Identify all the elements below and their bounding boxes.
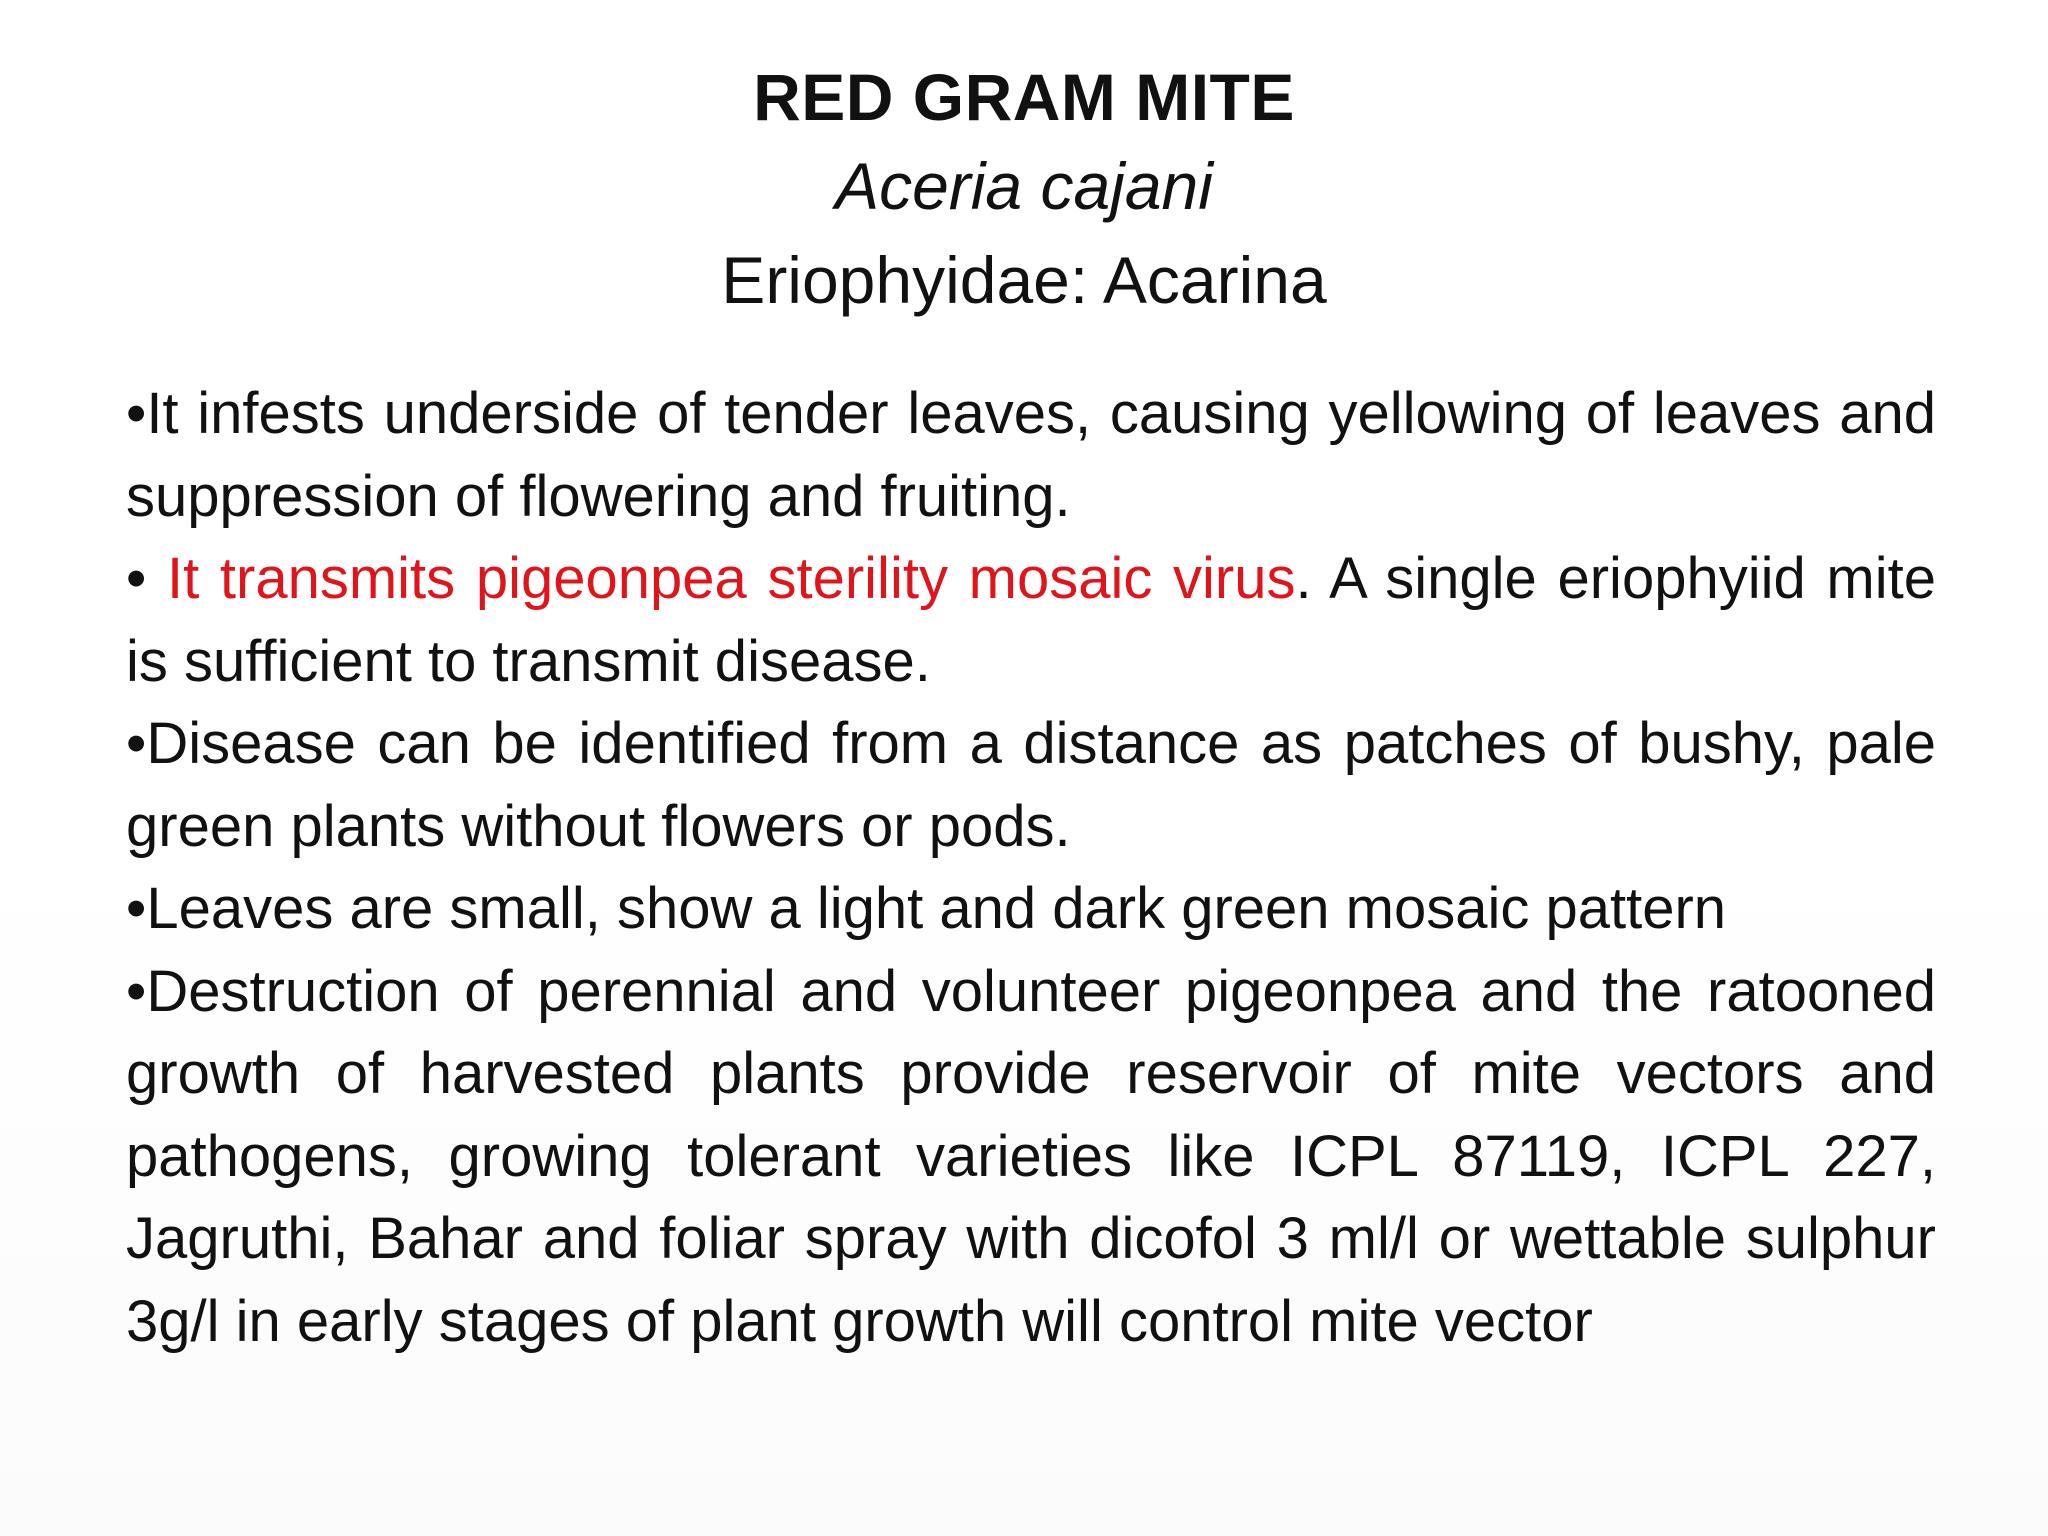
- taxonomy-line: Eriophyidae: Acarina: [721, 243, 1327, 317]
- bullet-item: [126, 538, 1936, 703]
- highlighted-text: It transmits pigeonpea sterility mosaic virus: [167, 546, 1296, 611]
- bullet-text: It infests underside of tender leaves, causing yellowing of leaves and suppression of flowering and fruiting.: [126, 381, 1936, 529]
- bullet-text: . A single eriophyiid mite is sufficient to transmit disease.: [126, 546, 1936, 694]
- bullet-marker: •: [126, 711, 147, 776]
- bullet-item: [126, 951, 1936, 1364]
- scientific-name: Aceria cajani: [835, 149, 1213, 223]
- bullet-text: Destruction of perennial and volunteer pigeonpea and the ratooned growth of harvested plants provide reservoir of mite vectors and pathogens, growing tolerant varieties like ICPL 87119, ICPL 227, Jagruthi, Bahar and foliar spray with dicofol 3 ml/l or wettable sulphur 3g/l in early stages of plant growth will control mite vector: [126, 958, 1936, 1354]
- bullet-marker: •: [126, 876, 147, 941]
- bullet-item: [126, 868, 1936, 951]
- slide-header: [0, 52, 2048, 325]
- slide-title: RED GRAM MITE: [753, 60, 1295, 134]
- bullet-marker: •: [126, 546, 167, 611]
- bullet-item: [126, 703, 1936, 868]
- bullet-marker: •: [126, 381, 147, 446]
- bullet-text: Leaves are small, show a light and dark green mosaic pattern: [146, 876, 1727, 941]
- bullet-text: Disease can be identified from a distance as patches of bushy, pale green plants without flowers or pods.: [126, 711, 1936, 859]
- bullet-list: [126, 373, 1936, 1363]
- bullet-item: [126, 373, 1936, 538]
- bullet-marker: •: [126, 958, 147, 1024]
